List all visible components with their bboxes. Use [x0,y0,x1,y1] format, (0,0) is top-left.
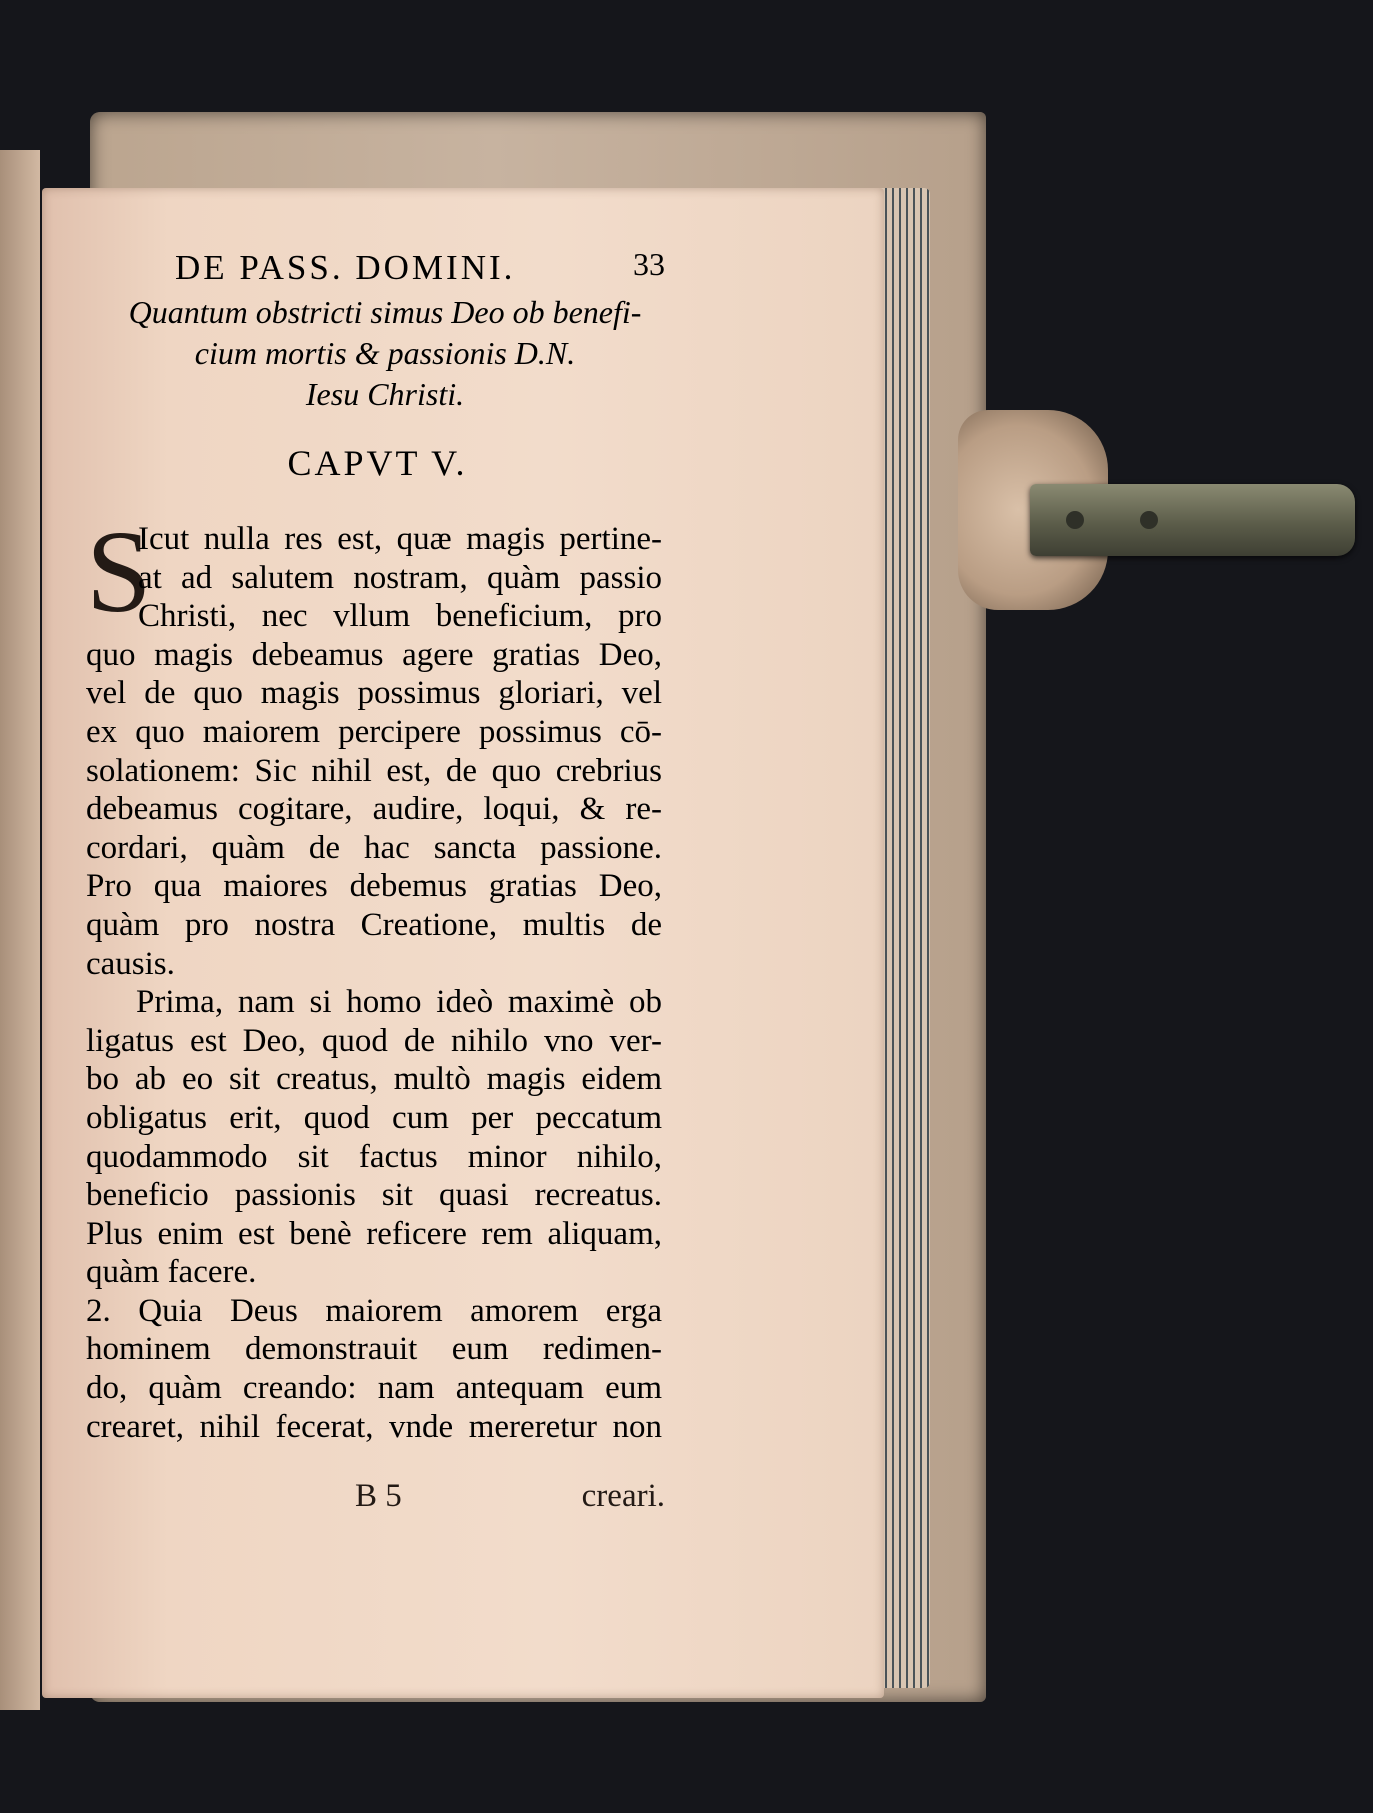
text-line: debeamus cogitare, audire, loqui, & re- [86,791,662,828]
text-line: crearet, nihil fecerat, vnde mereretur non [86,1408,662,1445]
page-edges [880,188,930,1688]
running-head-title: DE PASS. DOMINI. [175,248,516,287]
text-line: quàm facere. [86,1254,257,1291]
body-text [86,506,662,1446]
text-line: beneficio passionis sit quasi recreatus. [86,1177,662,1214]
rivet-icon [1066,511,1084,529]
subtitle-line: cium mortis & passionis D.N. [194,335,576,371]
page-number: 33 [633,246,665,282]
text-line: quo magis debeamus agere gratias Deo, [86,636,662,673]
text-line: solationem: Sic nihil est, de quo crebrius [86,752,662,789]
text-line: cordari, quàm de hac sancta passione. [86,829,662,866]
text-line: hominem demonstrauit eum redimen- [86,1331,662,1368]
text-line: bo ab eo sit creatus, multò magis eidem [86,1061,662,1098]
text-line: quàm pro nostra Creatione, multis de [86,906,662,943]
text-line: ligatus est Deo, quod de nihilo vno ver- [86,1022,662,1059]
page-footer [90,1478,665,1518]
text-line: vel de quo magis possimus gloriari, vel [86,675,662,712]
metal-clasp [1030,484,1355,556]
running-head [90,248,665,288]
rivet-icon [1140,511,1158,529]
book-spine [0,150,40,1710]
text-line: Icut nulla res est, quæ magis pertine- [138,521,662,557]
drop-cap: S [86,506,152,637]
text-line: Prima, nam si homo ideò maximè ob [136,984,662,1021]
text-line: 2. Quia Deus maiorem amorem erga [86,1292,662,1329]
text-line: obligatus erit, quod cum per peccatum [86,1099,662,1136]
subtitle-line: Quantum obstricti simus Deo ob benefi- [128,294,642,330]
text-line: Christi, nec vllum beneficium, pro [138,598,662,635]
text-line: Plus enim est benè reficere rem aliquam, [86,1215,662,1252]
text-line: causis. [86,945,175,982]
text-line: at ad salutem nostram, quàm passio [138,559,662,596]
text-line: ex quo maiorem percipere possimus cō- [86,713,662,750]
text-line: Pro qua maiores debemus gratias Deo, [86,868,662,905]
chapter-subtitle [90,292,680,415]
text-line: do, quàm creando: nam antequam eum [86,1370,662,1407]
catchword: creari. [581,1478,665,1514]
signature-mark: B 5 [355,1478,402,1514]
drop-cap-lines [86,506,662,637]
text-line: quodammodo sit factus minor nihilo, [86,1138,662,1175]
chapter-heading: CAPVT V. [287,443,468,483]
subtitle-line: Iesu Christi. [305,376,465,412]
